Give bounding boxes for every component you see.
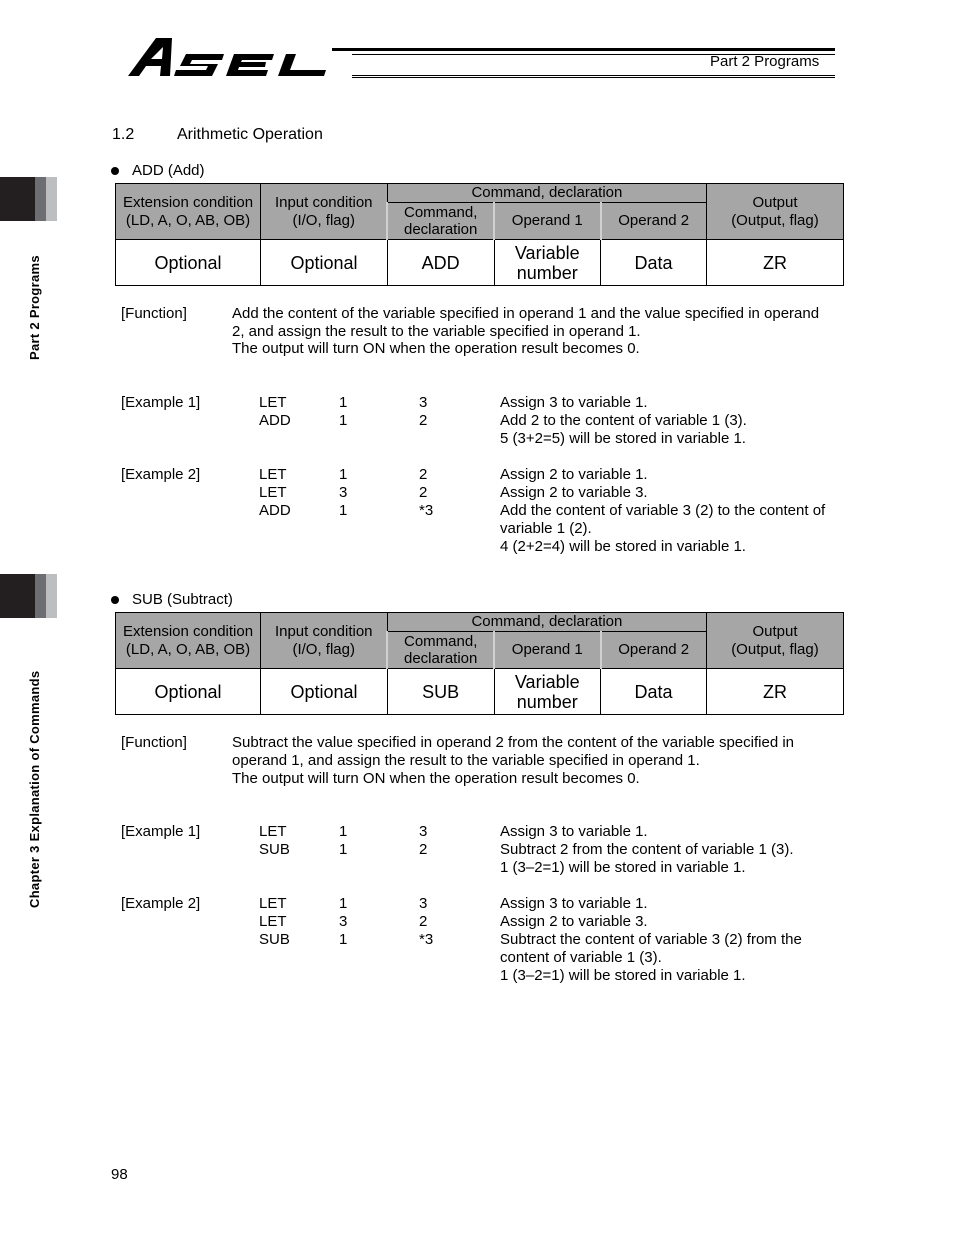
th-command-group: Command, declaration [387,184,706,203]
example-desc: 1 (3–2=1) will be stored in variable 1. [500,859,746,876]
example-desc: content of variable 1 (3). [500,949,662,966]
add-op2-cell: Data [601,240,707,286]
th-operand2: Operand 2 [601,632,707,669]
example-op1: 1 [339,895,348,912]
th-operand1: Operand 1 [494,203,601,240]
example-desc: Assign 2 to variable 3. [500,484,648,501]
example-desc: 1 (3–2=1) will be stored in variable 1. [500,967,746,984]
bullet-icon [111,167,119,175]
sub-heading-text: SUB (Subtract) [132,591,233,608]
add-heading-text: ADD (Add) [132,162,205,179]
header-rule-top [332,48,835,51]
side-tab-chapter [0,574,57,618]
example-cmd: LET [259,484,287,501]
section-number: 1.2 [112,126,135,143]
sub-function-label: [Function] [121,734,187,751]
example-desc: Assign 3 to variable 1. [500,895,648,912]
example-desc: Assign 3 to variable 1. [500,394,648,411]
sub-function-line: The output will turn ON when the operation result becomes 0. [232,770,640,787]
th-extension: Extension condition (LD, A, O, AB, OB) [116,184,261,240]
example-cmd: ADD [259,412,291,429]
example-op2: 2 [419,841,428,858]
example-desc: variable 1 (2). [500,520,592,537]
sub-function-line: operand 1, and assign the result to the variable specified in operand 1. [232,752,700,769]
example-cmd: LET [259,466,287,483]
add-example2-label: [Example 2] [121,466,201,483]
sub-op2-cell: Data [601,669,707,715]
example-desc: Add 2 to the content of variable 1 (3). [500,412,747,429]
example-desc: Subtract 2 from the content of variable 1 (3). [500,841,794,858]
section-title: Arithmetic Operation [177,126,323,143]
th-output: Output (Output, flag) [706,613,843,669]
add-function-line: 2, and assign the result to the variable specified in operand 1. [232,323,641,340]
th-command: Command, declaration [387,203,494,240]
header-rule-bottom-2 [352,77,835,78]
example-op1: 3 [339,484,348,501]
example-op2: 2 [419,913,428,930]
example-desc: Assign 3 to variable 1. [500,823,648,840]
example-op2: 3 [419,895,428,912]
th-command-group: Command, declaration [387,613,706,632]
th-operand1: Operand 1 [494,632,601,669]
example-op2: *3 [419,931,434,948]
bullet-icon [111,596,119,604]
th-command: Command, declaration [387,632,494,669]
example-desc: Subtract the content of variable 3 (2) from the [500,931,802,948]
example-op1: 1 [339,841,348,858]
sub-op1-cell: Variable number [494,669,601,715]
example-cmd: LET [259,823,287,840]
add-op1-cell: Variable number [494,240,601,286]
sub-input-cell: Optional [261,669,388,715]
th-input: Input condition (I/O, flag) [261,613,388,669]
example-cmd: ADD [259,502,291,519]
example-op1: 1 [339,502,348,519]
example-op2: 2 [419,466,428,483]
example-op2: 3 [419,394,428,411]
example-desc: 5 (3+2=5) will be stored in variable 1. [500,430,746,447]
th-operand2: Operand 2 [601,203,707,240]
example-op2: 2 [419,412,428,429]
sub-command-table [115,612,844,715]
add-command-table [115,183,844,286]
sub-example1-label: [Example 1] [121,823,201,840]
side-tab-part [0,177,57,221]
add-cmd-cell: ADD [387,240,494,286]
header-section-label: Part 2 Programs [710,53,820,70]
add-heading [111,162,205,179]
add-example1-label: [Example 1] [121,394,201,411]
add-function-line: The output will turn ON when the operation result becomes 0. [232,340,640,357]
example-cmd: SUB [259,841,290,858]
example-op1: 3 [339,913,348,930]
page-number: 98 [111,1166,128,1183]
th-output: Output (Output, flag) [706,184,843,240]
example-cmd: LET [259,394,287,411]
example-op2: *3 [419,502,434,519]
sub-output-cell: ZR [706,669,843,715]
sub-cmd-cell: SUB [387,669,494,715]
header-rule-bottom [352,75,835,76]
example-op2: 3 [419,823,428,840]
example-desc: 4 (2+2=4) will be stored in variable 1. [500,538,746,555]
sub-function-line: Subtract the value specified in operand 2 from the content of the variable specified in [232,734,795,751]
th-extension: Extension condition (LD, A, O, AB, OB) [116,613,261,669]
example-op1: 1 [339,412,348,429]
example-cmd: SUB [259,931,290,948]
add-function-line: Add the content of the variable specified in operand 1 and the value specified in operand [232,305,820,322]
example-desc: Assign 2 to variable 1. [500,466,648,483]
example-desc: Assign 2 to variable 3. [500,913,648,930]
example-op2: 2 [419,484,428,501]
add-function-label: [Function] [121,305,187,322]
add-output-cell: ZR [706,240,843,286]
example-op1: 1 [339,823,348,840]
example-cmd: LET [259,913,287,930]
th-input: Input condition (I/O, flag) [261,184,388,240]
example-cmd: LET [259,895,287,912]
add-ext-cell: Optional [116,240,261,286]
sub-ext-cell: Optional [116,669,261,715]
example-desc: Add the content of variable 3 (2) to the content of [500,502,826,519]
side-chapter-label: Chapter 3 Explanation of Commands [27,670,42,908]
example-op1: 1 [339,466,348,483]
example-op1: 1 [339,931,348,948]
sub-example2-label: [Example 2] [121,895,201,912]
asel-logo [126,36,348,80]
sub-heading [111,591,233,608]
add-input-cell: Optional [261,240,388,286]
side-part-label: Part 2 Programs [27,255,42,360]
example-op1: 1 [339,394,348,411]
